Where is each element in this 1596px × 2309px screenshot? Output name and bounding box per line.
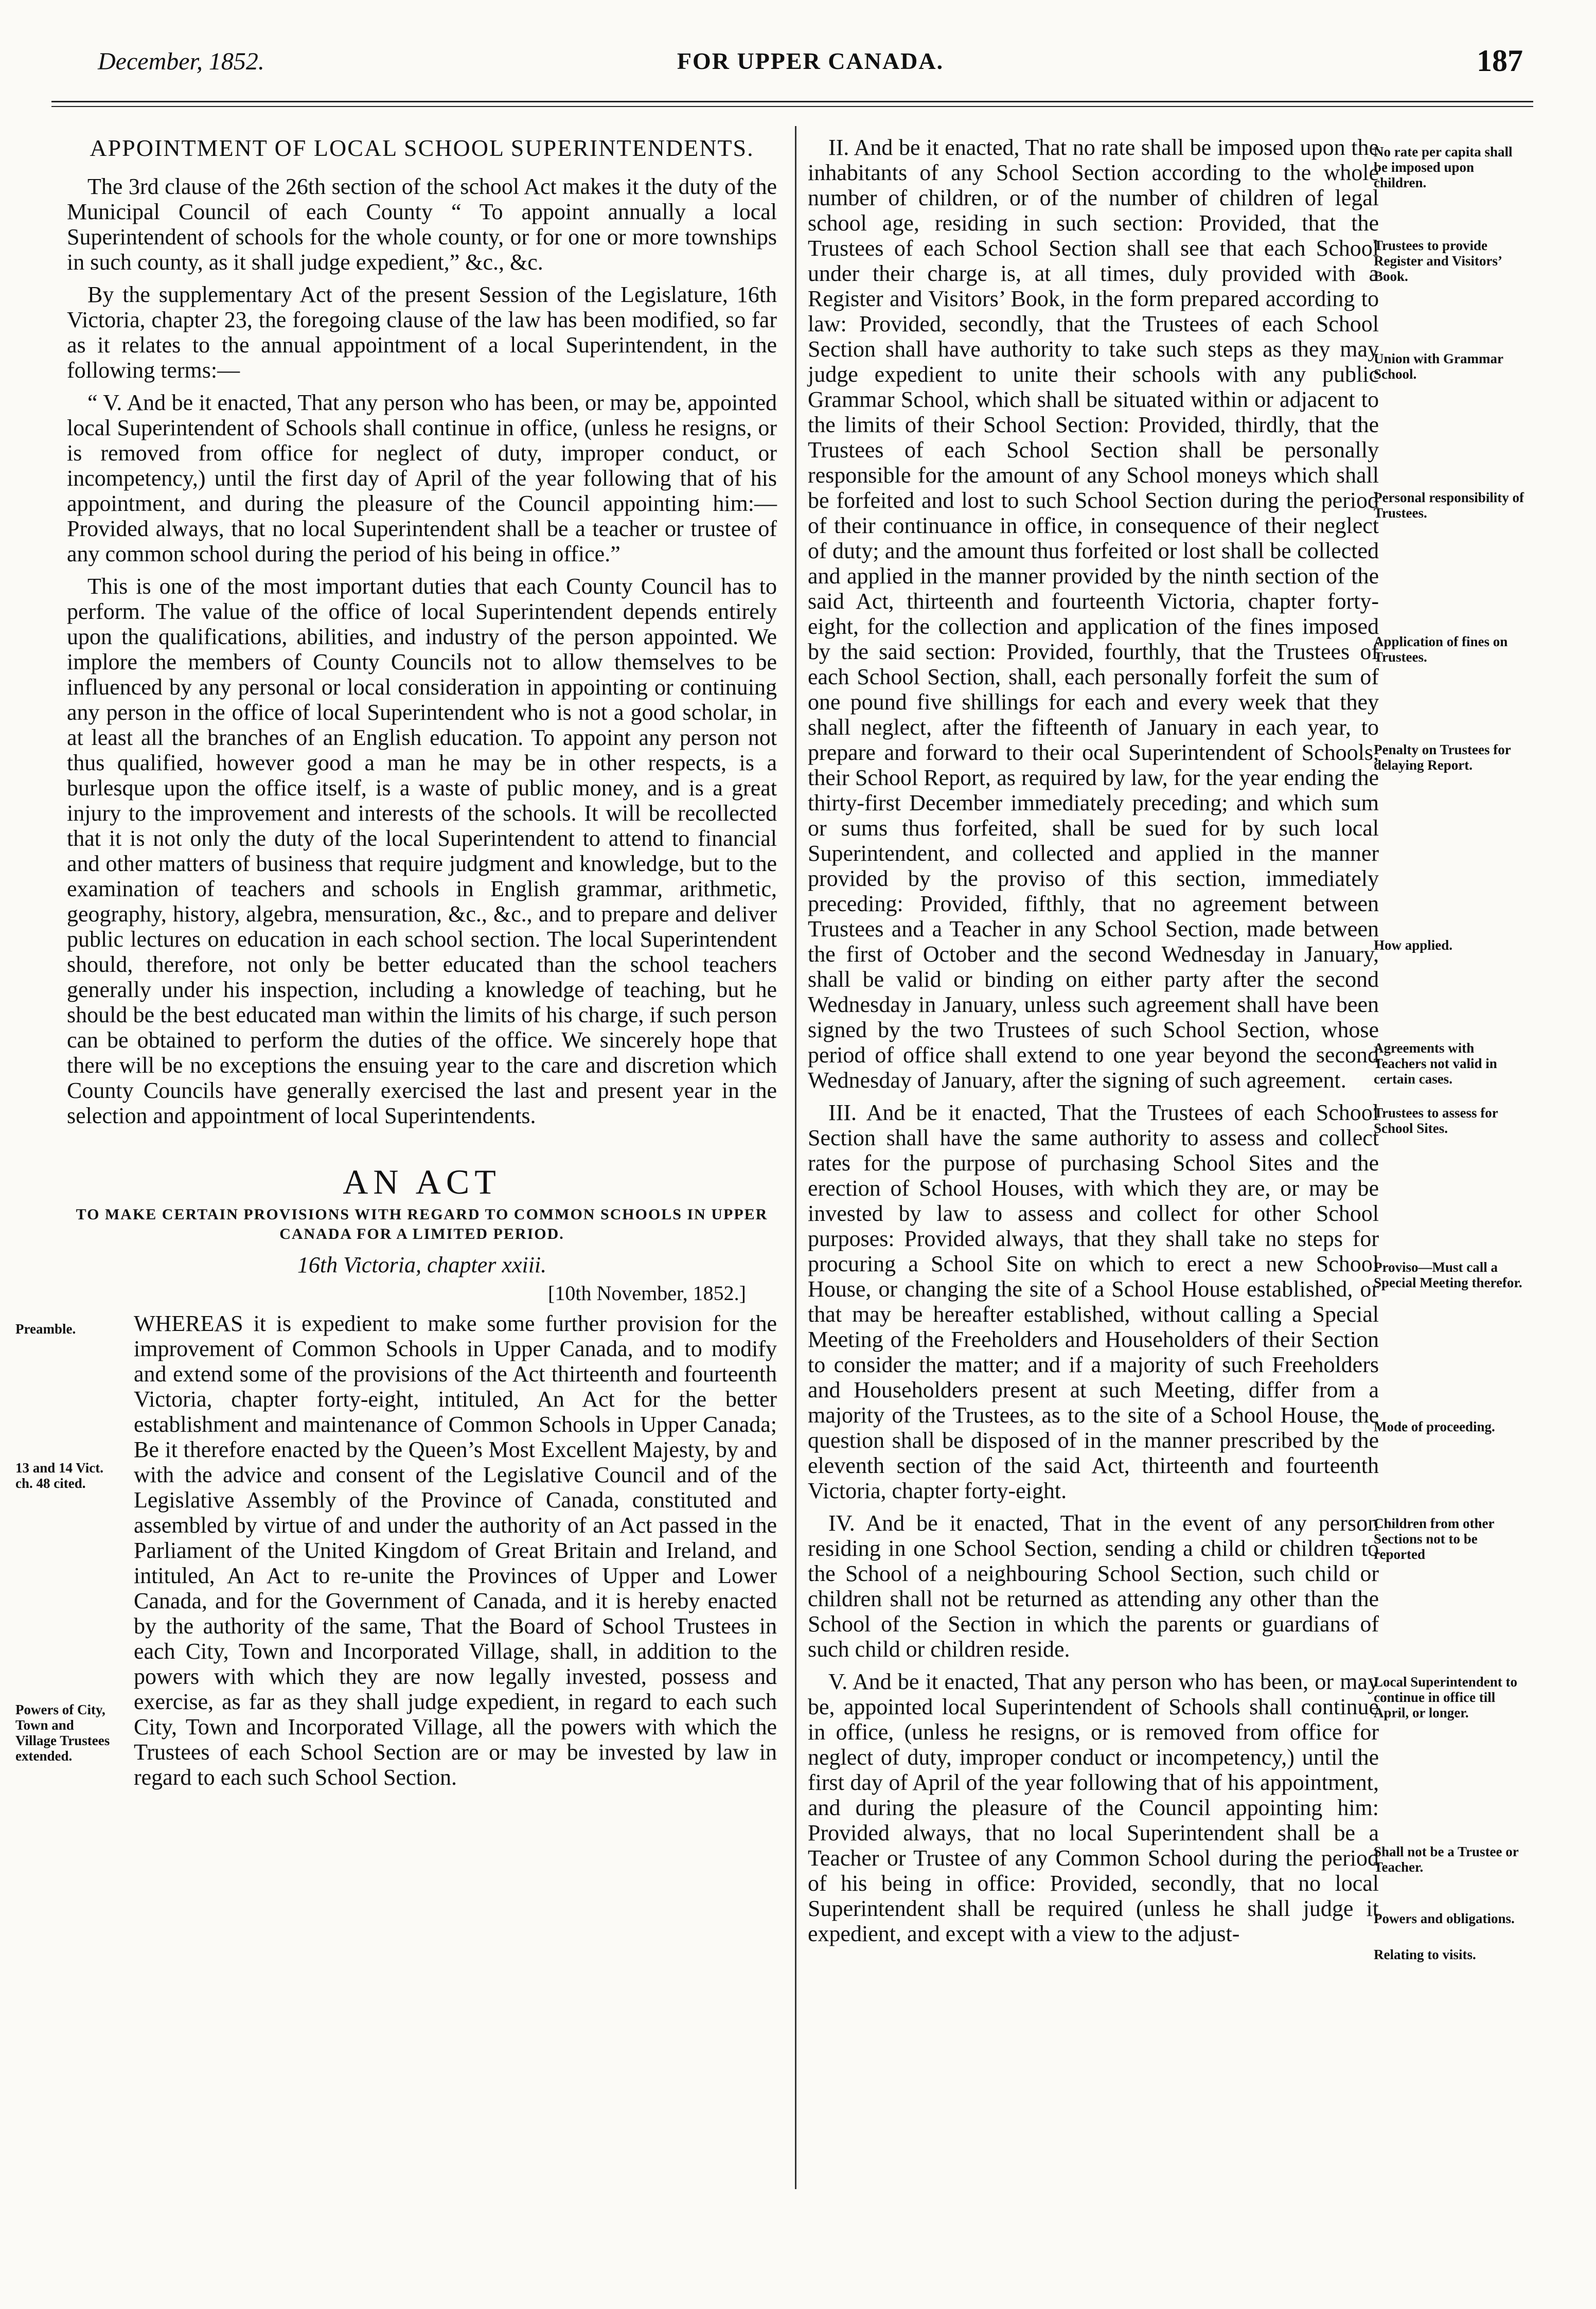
page-header: [98, 44, 1523, 88]
header-rule-thin: [51, 106, 1533, 107]
section-4-text: IV. And be it enacted, That in the event of any person residing in one School Section, sending a child or children to the School of a neighbouring School Section, such child or children shall not be returned as attending any other than the School of the Section in which the parents or guardians of such child or children reside.: [808, 1511, 1379, 1662]
margin-note-register: Trustees to provide Register and Visitors’ Book.: [1374, 238, 1501, 284]
paragraph-1: The 3rd clause of the 26th section of the school Act makes it the duty of the Municipal Council of each County “ To appoint annually a local Superintendent of schools for the whole county, or for one or more townships in such county, as it shall judge expedient,” &c., &c.: [67, 174, 777, 275]
section-2-text: II. And be it enacted, That no rate shall be imposed upon the inhabitants of any School Section according to the whole number of children, or of the number of children of legal school age, residing in such section: Provided, that the Trustees of each School Section shall see that each School under their charge is, at all times, duly provided with a Register and Visitors’ Book, in the form prepared according to law: Provided, secondly, that the Trustees of each School Section shall have authority to take such steps as they may judge expedient to unite their schools with any public Grammar School, which shall be situated within or adjacent to the limits of their School Section: Provided, thirdly, that the Trustees of each School Section shall be personally responsible for the amount of any School moneys which shall be forfeited and lost to such School Section during the period of their continuance in office, in consequence of their neglect of duty; and the amount thus forfeited or lost shall be collected and applied in the manner provided by the ninth section of the said Act, thirteenth and fourteenth Victoria, chapter forty-eight, for the collection and application of the fines imposed by the said section: Provided, fourthly, that the Trustees of each School Section, shall, each personally forfeit the sum of one pound five shillings for each and every week that they shall neglect, after the fifteenth of January in each year, to prepare and forward to their ocal Superintendent of Schools, their School Report, as required by law, for the year ending the thirty-first December immediately preceding; and which sum or sums thus forfeited, shall be sued for by such local Superintendent, and collected and applied in the manner provided by the proviso of this section, immediately preceding: Provided, fifthly, that no agreement between Trustees and a Teacher in any School Section, made between the first of October and the second Wednesday in January, shall be valid or binding on either party after the second Wednesday in January, unless such agreement shall have been signed by the two Trustees of such School Section, whose period of office shall extend to one year beyond the second Wednesday of January, after the signing of such agreement.: [808, 135, 1379, 1093]
section-5: [808, 1669, 1533, 1962]
margin-note-sites: Trustees to assess for School Sites.: [1374, 1105, 1498, 1136]
margin-note-powers: Powers of City, Town and Village Trustees extended.: [15, 1702, 110, 1764]
paragraph-commentary: This is one of the most important duties that each County Council has to perform. The value of the office of local Superintendent depends entirely upon the qualifications, abilities, and industry of the person appointed. We implore the members of County Councils not to allow themselves to be influenced by any personal or local consideration in appointing or continuing any person in the office of local Superintendent who is not a good scholar, in at least all the branches of an English education. To appoint any person not thus qualified, however good a man he may be in other respects, is a burlesque upon the office itself, is a waste of public money, and is a great injury to the improvement and interests of the schools. It will be recollected that it is not only the duty of the local Superintendent to attend to financial and other matters of business that require judgment and knowledge, but to the examination of teachers and schools in English grammar, arithmetic, geography, history, algebra, mensuration, &c., &c., and to prepare and deliver public lectures on education in each school section. The local Superintendent should, therefore, not only be better educated than the school teachers generally under his inspection, including a knowledge of teaching, but he should be the best educated man within the limits of his charge, if such person can be obtained to perform the duties of the office. We sincerely hope that there will be no exceptions the ensuing year to the care and discretion which County Councils have generally exercised the last and present year in the selection and appointment of local Superintendents.: [67, 574, 777, 1128]
margin-note-fines: Application of fines on Trustees.: [1374, 634, 1508, 665]
article-heading: APPOINTMENT OF LOCAL SCHOOL SUPERINTENDENTS.: [90, 135, 754, 161]
right-column: [808, 135, 1533, 1962]
paragraph-quote: “ V. And be it enacted, That any person who has been, or may be, appointed local Superintendent of Schools shall continue in office, (unless he resigns, or is removed from office for neglect of duty, improper conduct, or incompetency,) until the first day of April of the year following that of his appointment, and during the pleasure of the Council appointing him:—Provided always, that no local Superintendent shall be a teacher or trustee of any common school during the period of his being in office.”: [67, 390, 777, 566]
margin-note-continue: Local Superintendent to continue in office till April, or longer.: [1374, 1674, 1518, 1720]
act-chapter: 16th Victoria, chapter xxiii.: [297, 1252, 547, 1277]
section-4: [808, 1511, 1533, 1662]
margin-note-preamble: Preamble.: [15, 1321, 76, 1337]
margin-note-responsibility: Personal responsibility of Trustees.: [1374, 490, 1524, 521]
preamble-paragraph: [15, 1311, 777, 1790]
act-title: AN ACT: [343, 1162, 501, 1201]
margin-note-no-rate: No rate per capita shall be imposed upon children.: [1374, 144, 1513, 190]
margin-note-how-applied: How applied.: [1374, 937, 1453, 953]
section-3: [808, 1100, 1533, 1503]
margin-note-penalty: Penalty on Trustees for delaying Report.: [1374, 742, 1511, 773]
header-title: FOR UPPER CANADA.: [677, 48, 944, 74]
act-date: [10th November, 1852.]: [548, 1282, 746, 1305]
section-3-text: III. And be it enacted, That the Trustees of each School Section shall have the same authority to assess and collect rates for the purpose of purchasing School Sites and the erection of School Houses, with which they are, or may be invested by law to assess and collect for other School purposes: Provided always, that they shall take no steps for procuring a School Site on which to erect a new School House, or changing the site of a School House established, or that may be hereafter established, without calling a Special Meeting of the Freeholders and Householders of their Section to consider the matter; and if a majority of such Freeholders and Householders present at such Meeting, differ from a majority of the Trustees, as to the site of a School House, the question shall be disposed of in the manner prescribed by the eleventh section of the said Act, thirteenth and fourteenth Victoria, chapter forty-eight.: [808, 1100, 1379, 1503]
preamble-text: WHEREAS it is expedient to make some further provision for the improvement of Common Schools in Upper Canada, and to modify and extend some of the provisions of the Act thirteenth and fourteenth Victoria, chapter forty-eight, intituled, An Act for the better establishment and maintenance of Common Schools in Upper Canada; Be it therefore enacted by the Queen’s Most Excellent Majesty, by and with the advice and consent of the Legislative Council and of the Legislative Assembly of the Province of Canada, constituted and assembled by virtue of and under the authority of an Act passed in the Parliament of the United Kingdom of Great Britain and Ireland, and intituled, An Act to re-unite the Provinces of Upper and Lower Canada, and for the Government of Canada, and it is hereby enacted by the authority of the same, That the Board of School Trustees in each City, Town and Incorporated Village, shall, in addition to the powers with which they are now legally invested, possess and exercise, as far as they shall judge expedient, in regard to each such City, Town and Incorporated Village, all the powers with which the Trustees of each School Section are or may be invested by law in regard to each such School Section.: [134, 1311, 777, 1790]
left-column: [15, 135, 777, 1797]
section-5-text: V. And be it enacted, That any person who has been, or may be, appointed local Superintendent of Schools shall continue in office, (unless he resigns, or is removed from office for neglect of duty, improper conduct or incompetency,) until the first day of April of the year following that of his appointment, and during the pleasure of the Council appointing him: Provided always, that no local Superintendent shall be a Teacher or Trustee of any Common School during the period of his being in office: Provided, secondly, that no local Superintendent shall be required (unless he shall judge it expedient, and except with a view to the adjust-: [808, 1669, 1379, 1946]
margin-note-not-teacher: Shall not be a Trustee or Teacher.: [1374, 1844, 1519, 1875]
margin-note-children: Children from other Sections not to be reported: [1374, 1516, 1494, 1562]
margin-note-visits: Relating to visits.: [1374, 1947, 1476, 1962]
column-divider: [795, 126, 796, 2189]
margin-note-mode: Mode of proceeding.: [1374, 1419, 1495, 1434]
margin-note-union: Union with Grammar School.: [1374, 351, 1503, 382]
margin-note-proviso: Proviso—Must call a Special Meeting therefor.: [1374, 1259, 1522, 1290]
header-rule: [51, 101, 1533, 102]
paragraph-2: By the supplementary Act of the present Session of the Legislature, 16th Victoria, chapter 23, the foregoing clause of the law has been modified, so far as it relates to the annual appointment of a local Superintendent, in the following terms:—: [67, 282, 777, 383]
margin-note-cited: 13 and 14 Vict. ch. 48 cited.: [15, 1460, 104, 1491]
section-2: [808, 135, 1533, 1093]
header-date: December, 1852.: [98, 48, 264, 75]
page-number: 187: [1477, 44, 1523, 78]
act-subtitle: TO MAKE CERTAIN PROVISIONS WITH REGARD TO COMMON SCHOOLS IN UPPER CANADA FOR A LIMITED PERIOD.: [76, 1206, 768, 1242]
margin-note-powers-obligations: Powers and obligations.: [1374, 1911, 1515, 1926]
margin-note-agreements: Agreements with Teachers not valid in certain cases.: [1374, 1040, 1497, 1087]
